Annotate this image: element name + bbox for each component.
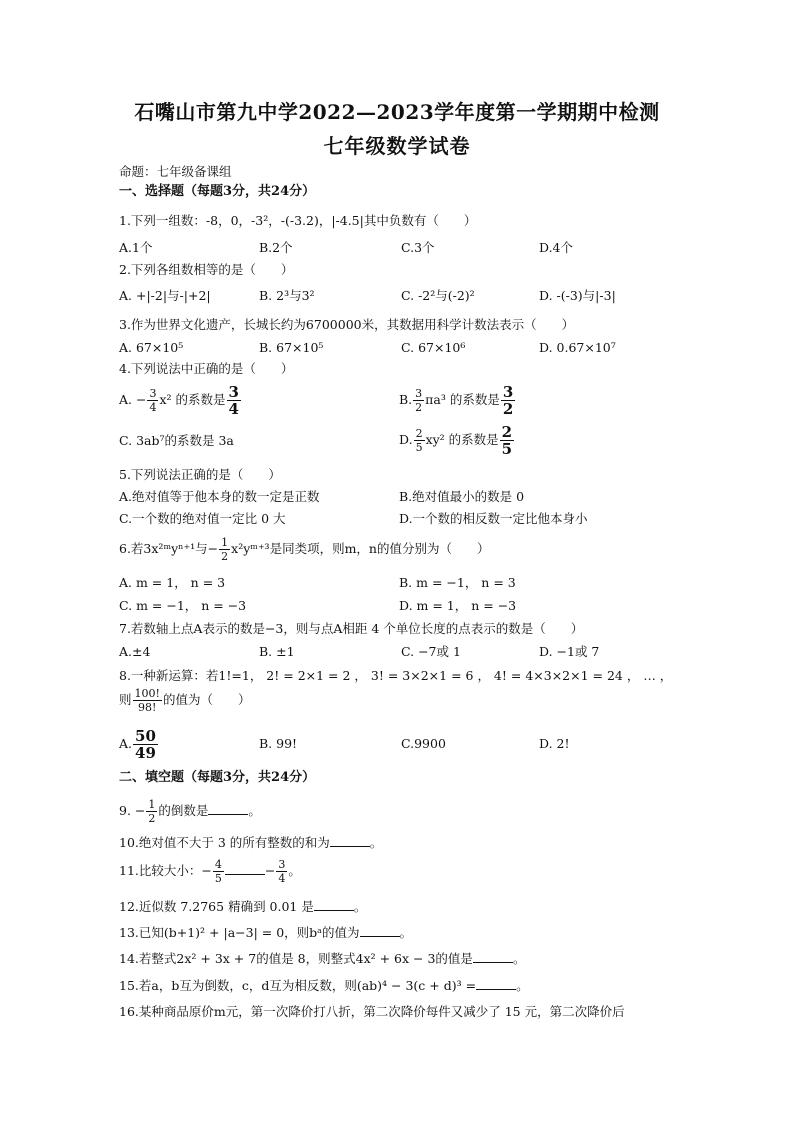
q8-a-fraction: $\frac{50}{49}$ bbox=[135, 727, 156, 762]
q4-a-fraction: $\frac{3}{4}$ bbox=[149, 387, 157, 414]
question-8-line2: 则 $\frac{100!}{98!}$ 的值为（ ） bbox=[119, 687, 251, 714]
q6-option-c: C. m = −1， n = −3 bbox=[119, 598, 247, 613]
q6-fraction: $\frac{1}{2}$ bbox=[221, 536, 229, 563]
exam-title: 石嘴山市第九中学2022—2023学年度第一学期期中检测 bbox=[134, 100, 660, 124]
section1-heading: 一、选择题（每题3分，共24分） bbox=[119, 184, 316, 199]
question-7-options bbox=[119, 643, 719, 663]
q8-fraction: $\frac{100!}{98!}$ bbox=[134, 687, 160, 714]
q1-option-b: B.2个 bbox=[259, 240, 293, 255]
q7-option-a: A.±4 bbox=[119, 644, 151, 659]
question-1: 1.下列一组数：-8，0，-3²，-(-3.2)，|-4.5|其中负数有（ ） bbox=[119, 213, 477, 228]
q4-option-d: D. $\frac{2}{5}$ xy² 的系数是 $\frac{2}{5}$ bbox=[399, 423, 513, 458]
question-6-options-ab bbox=[119, 574, 719, 594]
q7-option-d: D. −1或 7 bbox=[539, 644, 600, 659]
q9-answer-blank[interactable] bbox=[208, 802, 248, 815]
question-1-options bbox=[119, 239, 719, 259]
q4-b-coefficient: $\frac{3}{2}$ bbox=[502, 383, 514, 418]
q14-answer-blank[interactable] bbox=[473, 950, 513, 963]
q1-option-d: D.4个 bbox=[539, 240, 574, 255]
q3-option-a: A. 67×10⁵ bbox=[119, 340, 184, 355]
q3-option-d: D. 0.67×10⁷ bbox=[539, 340, 616, 355]
q15-answer-blank[interactable] bbox=[476, 977, 516, 990]
q2-option-c: C. -2²与(-2)² bbox=[401, 288, 475, 303]
question-8: 8.一种新运算：若1!=1， 2! = 2×1 = 2 ， 3! = 3×2×1 = 6 ， 4! = 4×3×2×1 = 24 ， … ， bbox=[119, 668, 673, 683]
q5-option-b: B.绝对值最小的数是 0 bbox=[399, 489, 525, 504]
q6-option-b: B. m = −1， n = 3 bbox=[399, 575, 516, 590]
section2-heading: 二、填空题（每题3分，共24分） bbox=[119, 770, 316, 785]
q1-option-a: A.1个 bbox=[119, 240, 153, 255]
q10-answer-blank[interactable] bbox=[330, 834, 370, 847]
q11-fraction-2: $\frac{3}{4}$ bbox=[278, 858, 286, 885]
question-10: 10.绝对值不大于 3 的所有整数的和为 。 bbox=[119, 835, 383, 850]
question-6: 6.若3x²ᵐyⁿ⁺¹与− $\frac{1}{2}$ x²yᵐ⁺³是同类项，则m，n的值分别为（ ） bbox=[119, 536, 490, 563]
q11-fraction-1: $\frac{4}{5}$ bbox=[214, 858, 222, 885]
q5-option-d: D.一个数的相反数一定比他本身小 bbox=[399, 511, 588, 526]
question-13: 13.已知(b+1)² + |a−3| = 0，则bᵃ的值为 。 bbox=[119, 925, 413, 940]
q8-option-c: C.9900 bbox=[401, 736, 446, 751]
q4-option-a: A. − $\frac{3}{4}$ x² 的系数是 $\frac{3}{4}$ bbox=[119, 383, 239, 418]
q2-option-a: A. +|-2|与-|+2| bbox=[119, 288, 211, 303]
question-14: 14.若整式2x² + 3x + 7的值是 8，则整式4x² + 6x − 3的值是 。 bbox=[119, 951, 526, 966]
q13-answer-blank[interactable] bbox=[360, 924, 400, 937]
question-8-options bbox=[119, 728, 719, 764]
question-5-options-ab bbox=[119, 488, 719, 508]
question-3: 3.作为世界文化遗产，长城长约为6700000米，其数据用科学计数法表示（ ） bbox=[119, 317, 575, 332]
q2-option-d: D. -(-3)与|-3| bbox=[539, 288, 616, 303]
q3-option-b: B. 67×10⁵ bbox=[259, 340, 324, 355]
q4-b-fraction: $\frac{3}{2}$ bbox=[415, 387, 423, 414]
q11-answer-blank[interactable] bbox=[225, 862, 265, 875]
q4-d-fraction: $\frac{2}{5}$ bbox=[415, 427, 423, 454]
question-2: 2.下列各组数相等的是（ ） bbox=[119, 262, 294, 277]
q8-option-d: D. 2! bbox=[539, 736, 570, 751]
q12-answer-blank[interactable] bbox=[314, 898, 354, 911]
q2-option-b: B. 2³与3² bbox=[259, 288, 315, 303]
q8-option-b: B. 99! bbox=[259, 736, 298, 751]
q5-option-a: A.绝对值等于他本身的数一定是正数 bbox=[119, 489, 320, 504]
question-11: 11.比较大小：− $\frac{4}{5}$ − $\frac{3}{4}$ 。 bbox=[119, 858, 301, 885]
q7-option-b: B. ±1 bbox=[259, 644, 295, 659]
question-9: 9. − $\frac{1}{2}$ 的倒数是 。 bbox=[119, 798, 261, 825]
q4-d-coefficient: $\frac{2}{5}$ bbox=[501, 423, 513, 458]
q8-option-a: A. $\frac{50}{49}$ bbox=[119, 727, 156, 762]
question-5-options-cd bbox=[119, 510, 719, 530]
question-5: 5.下列说法正确的是（ ） bbox=[119, 467, 281, 482]
q6-option-d: D. m = 1， n = −3 bbox=[399, 598, 517, 613]
q6-option-a: A. m = 1， n = 3 bbox=[119, 575, 226, 590]
exam-subtitle: 七年级数学试卷 bbox=[323, 134, 471, 158]
question-7: 7.若数轴上点A表示的数是−3，则与点A相距 4 个单位长度的点表示的数是（ ） bbox=[119, 621, 584, 636]
question-3-options bbox=[119, 339, 719, 359]
question-4-options-cd bbox=[119, 424, 719, 462]
question-6-options-cd bbox=[119, 597, 719, 617]
question-4: 4.下列说法中正确的是（ ） bbox=[119, 361, 294, 376]
question-2-options bbox=[119, 287, 719, 307]
question-4-options-ab bbox=[119, 384, 719, 422]
author-line: 命题：七年级备课组 bbox=[119, 164, 232, 179]
q1-option-c: C.3个 bbox=[401, 240, 435, 255]
question-12: 12.近似数 7.2765 精确到 0.01 是 。 bbox=[119, 899, 367, 914]
question-15: 15.若a，b互为倒数，c，d互为相反数，则(ab)⁴ − 3(c + d)³ = 。 bbox=[119, 978, 529, 993]
q5-option-c: C.一个数的绝对值一定比 0 大 bbox=[119, 511, 286, 526]
q9-fraction: $\frac{1}{2}$ bbox=[148, 798, 156, 825]
q3-option-c: C. 67×10⁶ bbox=[401, 340, 466, 355]
question-16: 16.某种商品原价m元，第一次降价打八折，第二次降价每件又减少了 15 元，第二次降价后 bbox=[119, 1004, 625, 1019]
q4-option-c: C. 3ab⁷的系数是 3a bbox=[119, 433, 234, 448]
q7-option-c: C. −7或 1 bbox=[401, 644, 461, 659]
q4-a-coefficient: $\frac{3}{4}$ bbox=[228, 383, 239, 418]
q4-option-b: B. $\frac{3}{2}$ πa³ 的系数是 $\frac{3}{2}$ bbox=[399, 383, 514, 418]
